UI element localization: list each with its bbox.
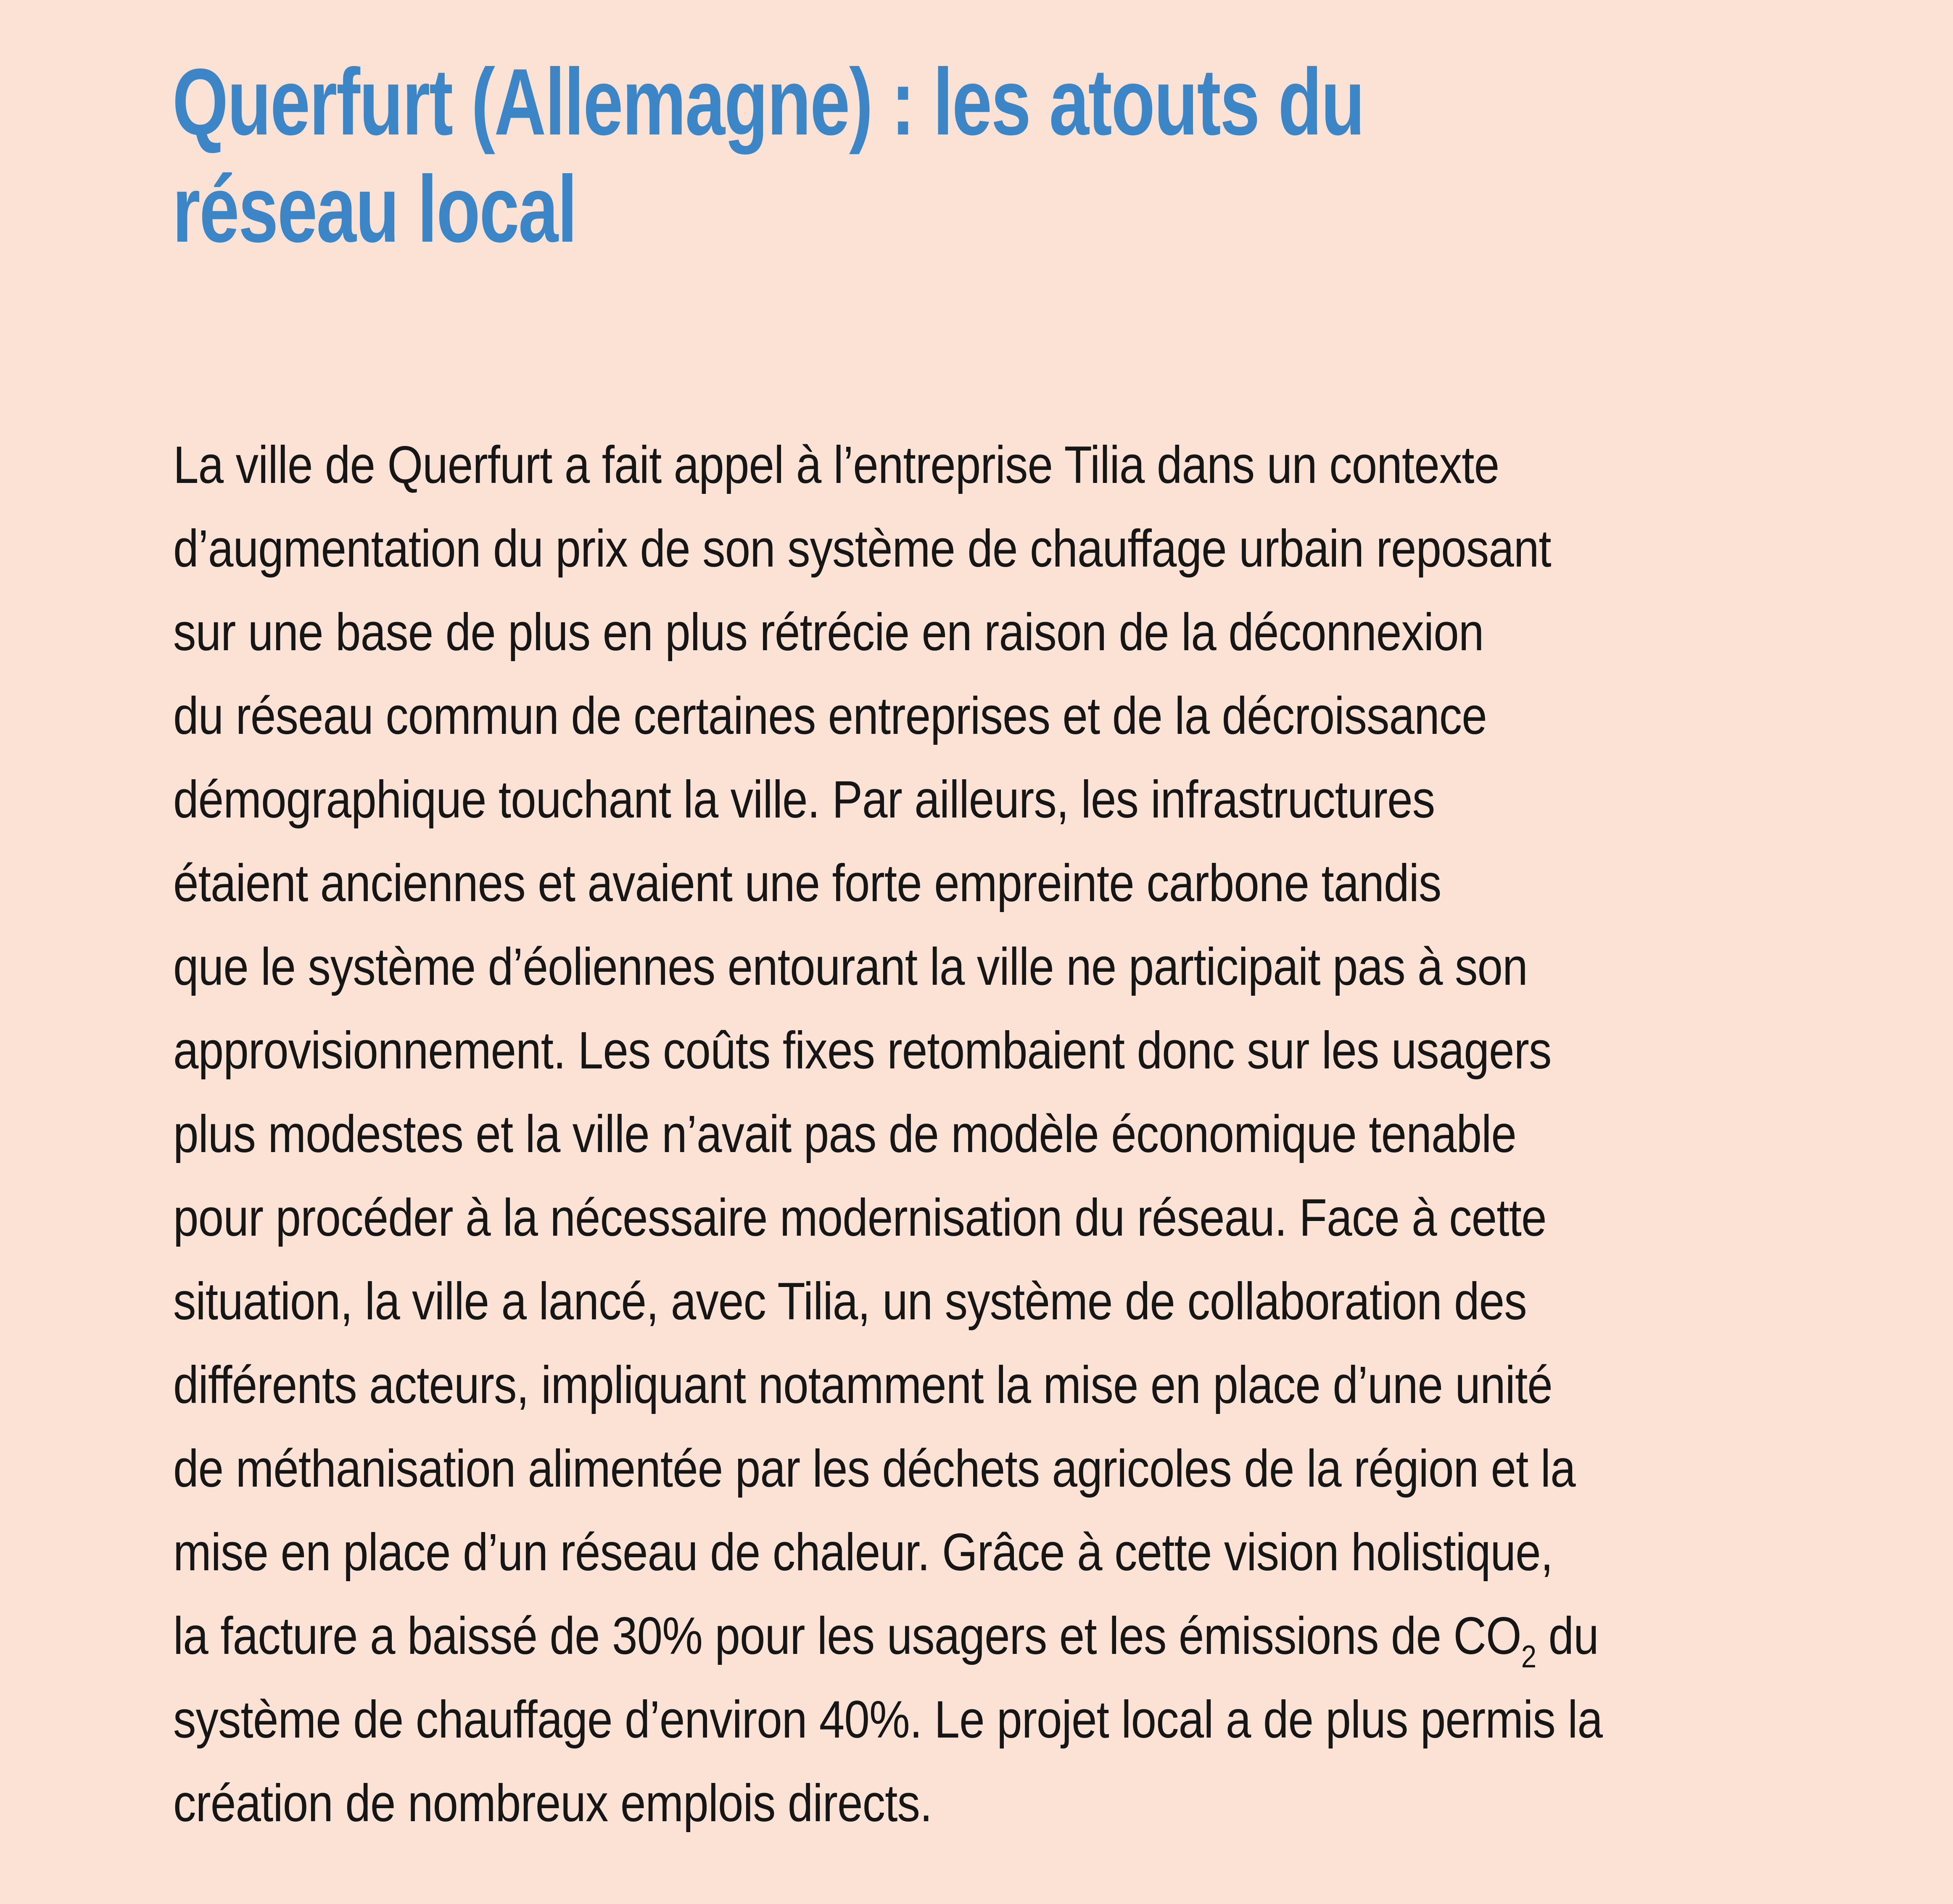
paragraph-line: sur une base de plus en plus rétrécie en raison de la déconnexion	[173, 603, 1484, 662]
paragraph-line: démographique touchant la ville. Par ailleurs, les infrastructures	[173, 770, 1435, 829]
co2-line-pre: la facture a baissé de 30% pour les usagers et les émissions de CO	[173, 1607, 1521, 1665]
page-title-line-1: Querfurt (Allemagne) : les atouts du	[172, 49, 1364, 155]
paragraph-line-co2	[173, 1594, 1892, 1678]
body-paragraph	[173, 423, 1892, 1845]
paragraph-line: système de chauffage d’environ 40%. Le projet local a de plus permis la	[173, 1690, 1603, 1749]
page-title-line-2: réseau local	[172, 156, 577, 262]
paragraph-line: mise en place d’un réseau de chaleur. Grâce à cette vision holistique,	[173, 1523, 1553, 1582]
paragraph-line: création de nombreux emplois directs.	[173, 1774, 932, 1833]
paragraph-line: pour procéder à la nécessaire modernisation du réseau. Face à cette	[173, 1189, 1547, 1247]
paragraph-line: La ville de Querfurt a fait appel à l’entreprise Tilia dans un contexte	[173, 436, 1499, 494]
paragraph-line: d’augmentation du prix de son système de chauffage urbain reposant	[173, 520, 1551, 578]
page-title	[172, 48, 1364, 263]
co2-subscript: 2	[1521, 1638, 1536, 1674]
paragraph-line: plus modestes et la ville n’avait pas de modèle économique tenable	[173, 1105, 1516, 1163]
paragraph-line: que le système d’éoliennes entourant la ville ne participait pas à son	[173, 938, 1528, 996]
co2-line-post: du	[1536, 1607, 1599, 1665]
paragraph-line: de méthanisation alimentée par les déchets agricoles de la région et la	[173, 1440, 1576, 1498]
paragraph-line: étaient anciennes et avaient une forte empreinte carbone tandis	[173, 854, 1441, 912]
paragraph-line: situation, la ville a lancé, avec Tilia, un système de collaboration des	[173, 1272, 1527, 1331]
paragraph-line: du réseau commun de certaines entreprises et de la décroissance	[173, 687, 1487, 745]
paragraph-line: différents acteurs, impliquant notamment la mise en place d’une unité	[173, 1356, 1552, 1414]
paragraph-line: approvisionnement. Les coûts fixes retombaient donc sur les usagers	[173, 1021, 1552, 1080]
